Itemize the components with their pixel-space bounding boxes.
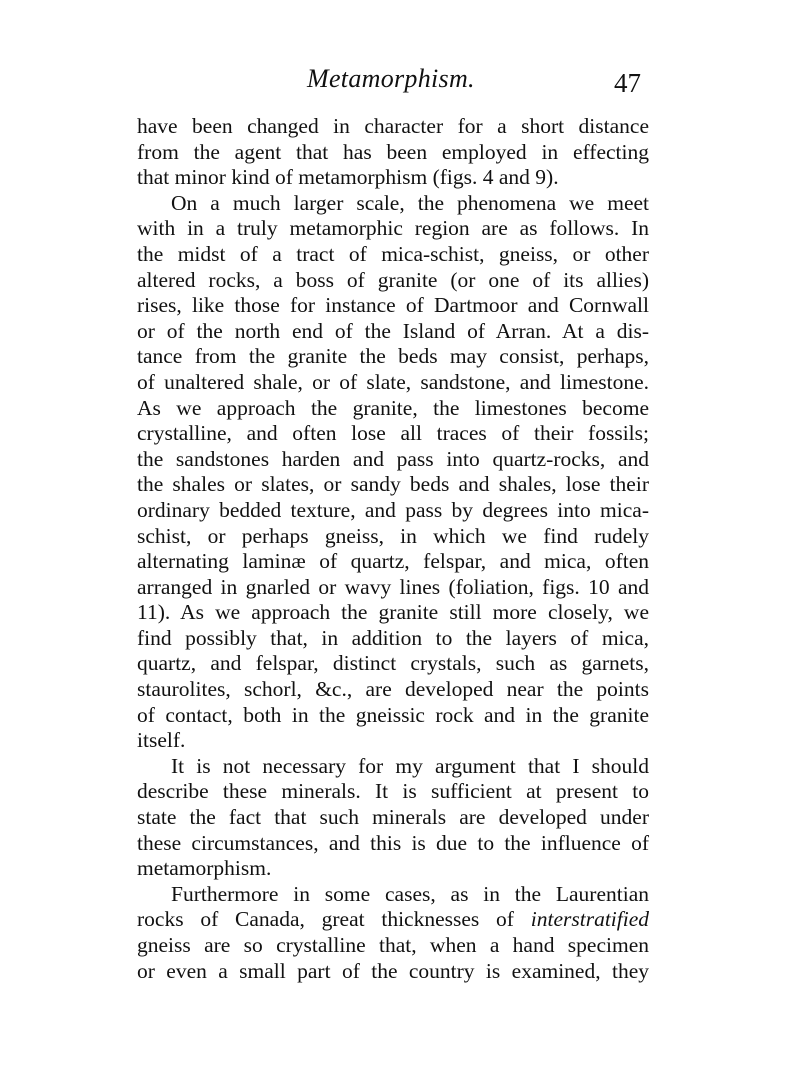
text-line: the sandstones harden and pass into quartz-rocks, and <box>137 446 649 471</box>
text-segment: rocks of Canada, great thicknesses of <box>137 907 531 932</box>
text-line: altered rocks, a boss of granite (or one of its allies) <box>137 267 649 292</box>
text-line: the shales or slates, or sandy beds and shales, lose their <box>137 472 649 497</box>
text-line <box>137 907 649 933</box>
text-line: with in a truly metamorphic region are as follows. In <box>137 216 649 241</box>
text-line: quartz, and felspar, distinct crystals, such as garnets, <box>137 651 649 676</box>
running-title: Metamorphism. <box>307 64 475 93</box>
text-line: rises, like those for instance of Dartmoor and Cornwall <box>137 293 649 318</box>
running-head <box>137 64 647 104</box>
text-line: schist, or perhaps gneiss, in which we find rudely <box>137 523 649 548</box>
text-line: state the fact that such minerals are developed under <box>137 805 649 830</box>
text-line: or of the north end of the Island of Arran. At a dis- <box>137 318 649 343</box>
italic-word: interstratified <box>530 907 649 932</box>
text-line: It is not necessary for my argument that I should <box>171 753 649 778</box>
text-line: describe these minerals. It is sufficient at present to <box>137 779 649 804</box>
page-number: 47 <box>614 68 641 98</box>
text-line: metamorphism. <box>137 856 272 881</box>
text-line: Furthermore in some cases, as in the Laurentian <box>171 881 649 906</box>
text-line: gneiss are so crystalline that, when a hand specimen <box>137 933 649 957</box>
text-line: staurolites, schorl, &c., are developed near the points <box>137 677 649 702</box>
text-line: of contact, both in the gneissic rock and in the granite <box>137 702 649 727</box>
text-line: arranged in gnarled or wavy lines (foliation, figs. 10 and <box>137 574 649 599</box>
text-line: these circumstances, and this is due to the influence of <box>137 830 649 855</box>
body-text <box>137 114 649 984</box>
text-line: from the agent that has been employed in effecting <box>137 139 649 164</box>
text-line: 11). As we approach the granite still more closely, we <box>137 600 649 625</box>
text-line: As we approach the granite, the limestones become <box>137 395 649 420</box>
text-line: have been changed in character for a short distance <box>137 114 649 138</box>
text-line: itself. <box>137 728 186 753</box>
text-line: On a much larger scale, the phenomena we meet <box>171 190 649 215</box>
text-line: crystalline, and often lose all traces of their fossils; <box>137 421 649 446</box>
text-line: tance from the granite the beds may consist, perhaps, <box>137 344 649 369</box>
text-line: alternating laminæ of quartz, felspar, and mica, often <box>137 549 649 574</box>
text-line: the midst of a tract of mica-schist, gneiss, or other <box>137 241 649 266</box>
text-line: find possibly that, in addition to the layers of mica, <box>137 625 649 650</box>
text-line: or even a small part of the country is examined, they <box>137 958 649 983</box>
text-line: of unaltered shale, or of slate, sandstone, and limestone. <box>137 369 649 394</box>
text-line: ordinary bedded texture, and pass by degrees into mica- <box>137 497 649 522</box>
text-line: that minor kind of metamorphism (figs. 4 and 9). <box>137 165 559 190</box>
